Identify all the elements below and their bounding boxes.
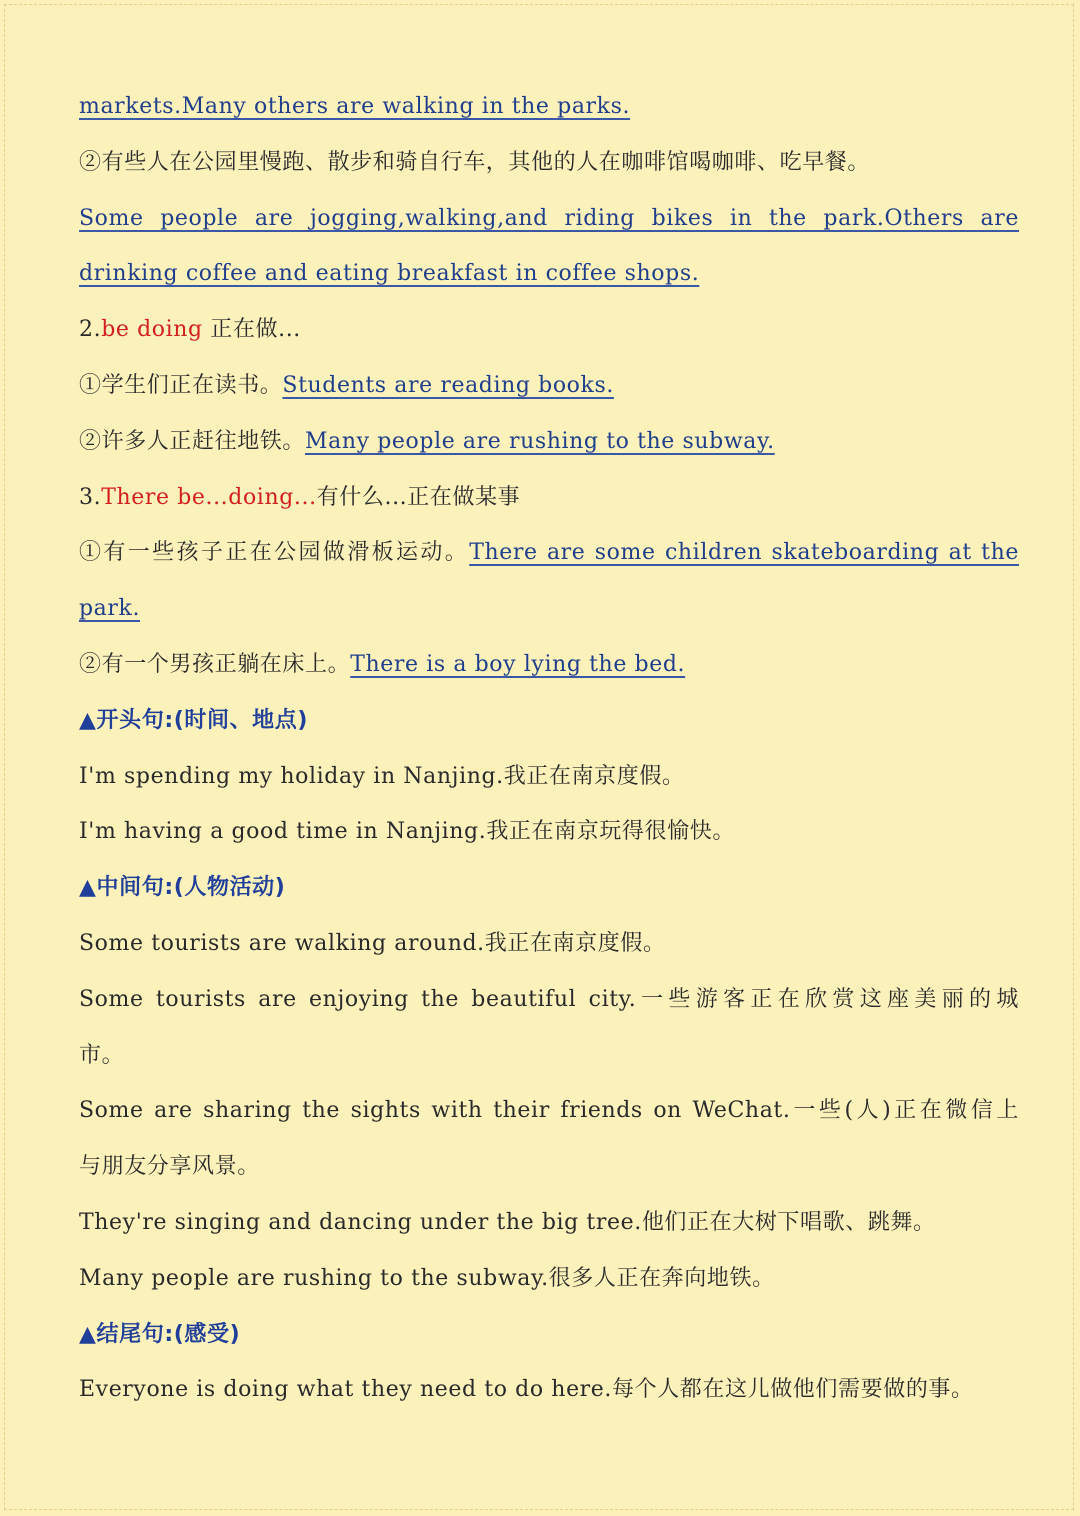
chinese-prompt: ②有些人在公园里慢跑、散步和骑自行车，其他的人在咖啡馆喝咖啡、吃早餐。 bbox=[79, 149, 871, 175]
document-body bbox=[79, 79, 1019, 1418]
pattern-meaning: 有什么...正在做某事 bbox=[316, 484, 521, 510]
answer-sentence: park. bbox=[79, 596, 141, 622]
pattern-heading bbox=[79, 302, 1019, 358]
example-sentence: Some tourists are enjoying the beautiful city.一些游客正在欣赏这座美丽的城 bbox=[79, 986, 1019, 1012]
example-sentence: 市。 bbox=[79, 1042, 125, 1068]
text-line bbox=[79, 191, 1019, 247]
example-sentence: They're singing and dancing under the big tree.他们正在大树下唱歌、跳舞。 bbox=[79, 1209, 936, 1235]
text-line bbox=[79, 358, 1019, 414]
pattern-number: 3. bbox=[79, 484, 102, 510]
text-line bbox=[79, 581, 1019, 637]
section-heading-closing: ▲结尾句:(感受) bbox=[79, 1321, 241, 1347]
answer-sentence: Students are reading books. bbox=[282, 372, 614, 398]
text-line bbox=[79, 246, 1019, 302]
section-heading-opening: ▲开头句:(时间、地点) bbox=[79, 707, 309, 733]
answer-sentence: There are some children skateboarding at the bbox=[469, 540, 1019, 566]
chinese-prompt: ②有一个男孩正躺在床上。 bbox=[79, 651, 351, 677]
chinese-prompt: ①学生们正在读书。 bbox=[79, 372, 283, 398]
example-sentence: Some are sharing the sights with their friends on WeChat.一些(人)正在微信上 bbox=[79, 1098, 1019, 1124]
chinese-prompt: ①有一些孩子正在公园做滑板运动。 bbox=[79, 540, 470, 566]
text-line bbox=[79, 135, 1019, 191]
text-line bbox=[79, 414, 1019, 470]
chinese-prompt: ②许多人正赶往地铁。 bbox=[79, 428, 306, 454]
answer-sentence: There is a boy lying the bed. bbox=[350, 651, 686, 677]
text-line bbox=[79, 525, 1019, 581]
page-frame bbox=[4, 4, 1074, 1510]
answer-sentence: drinking coffee and eating breakfast in coffee shops. bbox=[79, 261, 700, 287]
example-sentence: 与朋友分享风景。 bbox=[79, 1154, 260, 1180]
pattern-meaning: 正在做... bbox=[202, 317, 301, 343]
section-heading-middle: ▲中间句:(人物活动) bbox=[79, 875, 286, 901]
example-sentence: I'm spending my holiday in Nanjing.我正在南京度假。 bbox=[79, 763, 685, 789]
answer-sentence: Many people are rushing to the subway. bbox=[305, 428, 775, 454]
pattern-keyword: be doing bbox=[101, 317, 203, 343]
example-sentence: Some tourists are walking around.我正在南京度假。 bbox=[79, 930, 666, 956]
example-sentence: Many people are rushing to the subway.很多人正在奔向地铁。 bbox=[79, 1265, 775, 1291]
pattern-keyword: There be...doing... bbox=[101, 484, 317, 510]
answer-sentence: markets.Many others are walking in the parks. bbox=[79, 94, 631, 119]
pattern-number: 2. bbox=[79, 317, 102, 343]
example-sentence: Everyone is doing what they need to do here.每个人都在这儿做他们需要做的事。 bbox=[79, 1377, 974, 1403]
example-sentence: I'm having a good time in Nanjing.我正在南京玩得很愉快。 bbox=[79, 819, 735, 845]
pattern-heading bbox=[79, 470, 1019, 526]
text-line bbox=[79, 637, 1019, 693]
answer-sentence: Some people are jogging,walking,and riding bikes in the park.Others are bbox=[79, 205, 1019, 231]
text-line bbox=[79, 79, 1019, 135]
